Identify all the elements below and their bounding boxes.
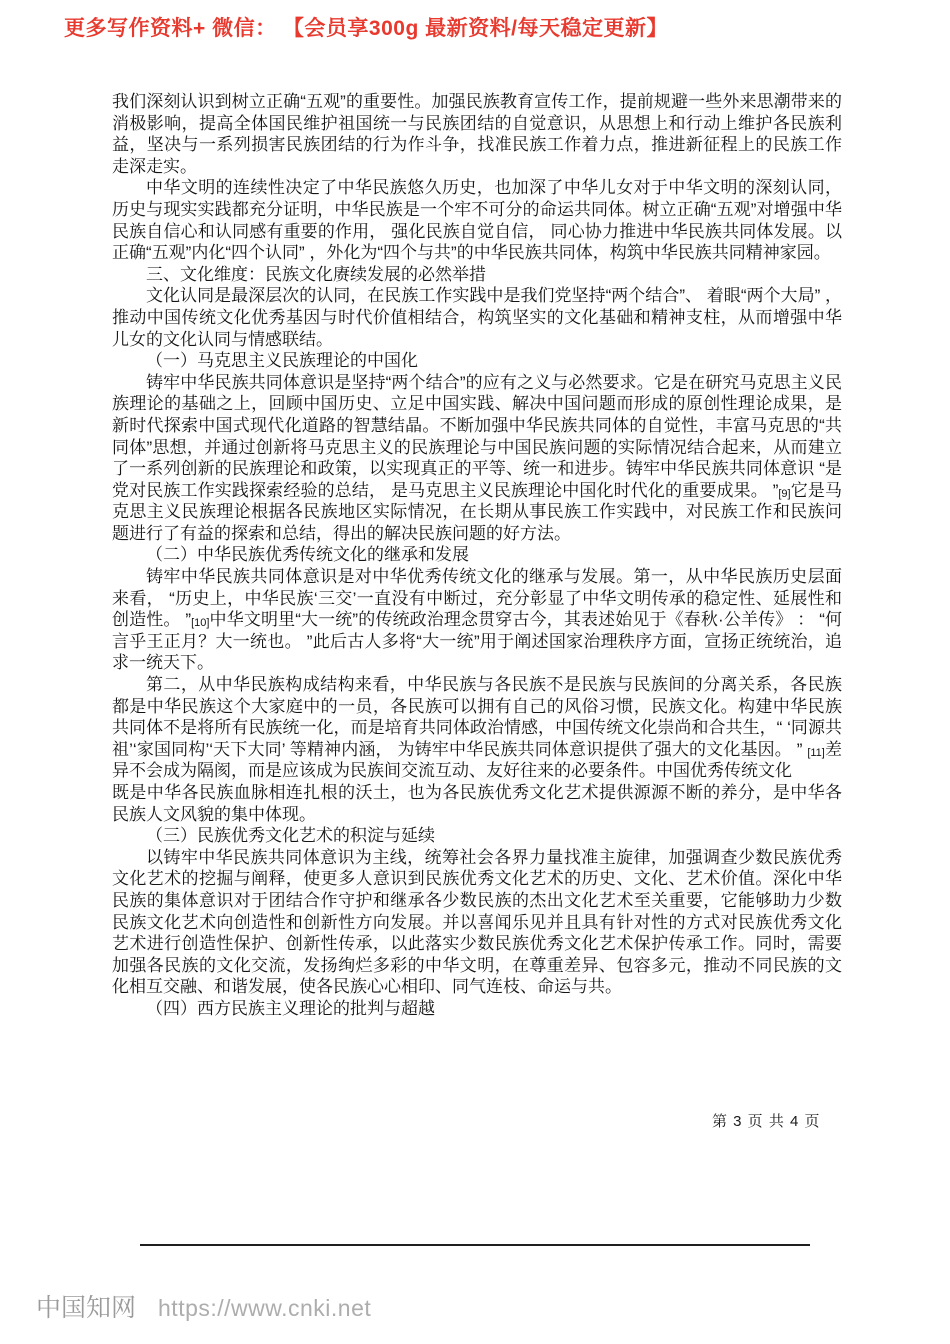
section-heading: 三、文化维度：民族文化赓续发展的必然举措 [146, 264, 486, 284]
citation-marker: [10] [191, 617, 210, 630]
section-heading: （三）民族优秀文化艺术的积淀与延续 [146, 826, 435, 846]
paragraph: 我们深刻认识到树立正确“五观”的重要性。加强民族教育宣传工作，提前规避一些外来思潮带来的消极影响，提高全体国民维护祖国统一与民族团结的自觉意识，从思想上和行动上维护各民族利益，坚决与一系列损害民族团结的行为作斗争，找准民族工作着力点，推进新征程上的民族工作走深走实。 [112, 92, 842, 176]
watermark-brand: 中国知网 [36, 1294, 137, 1322]
citation-marker: [11] [807, 746, 825, 759]
section-heading: （二）中华民族优秀传统文化的继承和发展 [146, 545, 469, 565]
watermark [36, 1288, 371, 1324]
paragraph: 第二，从中华民族构成结构来看，中华民族与各民族不是民族与民族间的分离关系，各民族都是中华民族这个大家庭中的一员，各民族可以拥有自己的风俗习惯，民族文化。构建中华民族共同体不是将所有民族统一化，而是培育共同体政治情感，中国传统文化崇尚和合共生，“ ‘同源共祖’‘家国同构’‘天下大同’ 等精神内涵， 为铸牢中华民族共同体意识提供了强大的文化基因。 ” [11]差异不会成为隔阂，而是应该成为民族间交流互动、友好往来的必要条件。中国优秀传统文化 既是中华各民族血脉相连扎根的沃土，也为各民族优秀文化艺术提供源源不断的养分，是中华各民族人文风貌的集中体现。 [112, 675, 843, 824]
watermark-url: https://www.cnki.net [158, 1295, 372, 1321]
citation-marker: [9] [778, 487, 791, 500]
paragraph: 铸牢中华民族共同体意识是坚持“两个结合”的应有之义与必然要求。它是在研究马克思主义民族理论的基础之上，回顾中国历史、立足中国实践、解决中国问题而形成的原创性理论成果，是新时代探索中国式现代化道路的智慧结晶。不断加强中华民族共同体的自觉性，丰富马克思的“共同体”思想，并通过创新将马克思主义的民族理论与中国民族问题的实际情况结合起来，从而建立了一系列创新的民族理论和政策，以实现真正的平等、统一和进步。铸牢中华民族共同体意识 “是党对民族工作实践探索经验的总结， 是马克思主义民族理论中国化时代化的重要成果。 ”[9]它是马克思主义民族理论根据各民族地区实际情况，在长期从事民族工作实践中，对民族工作和民族问题进行了有益的探索和总结，得出的解决民族问题的好方法。 [112, 372, 843, 543]
document-body [112, 91, 842, 1020]
paragraph: 中华文明的连续性决定了中华民族悠久历史，也加深了中华儿女对于中华文明的深刻认同，历史与现实实践都充分证明，中华民族是一个牢不可分的命运共同体。树立正确“五观”对增强中华民族自信心和认同感有重要的作用， 强化民族自觉自信， 同心协力推进中华民族共同体发展。以正确“五观”内化“四个认同” ，外化为“四个与共”的中华民族共同体，构筑中华民族共同精神家园。 [112, 178, 842, 263]
section-heading: （四）西方民族主义理论的批判与超越 [146, 998, 435, 1018]
page-number-label: 第 3 页 共 4 页 [712, 1113, 821, 1130]
paragraph: 以铸牢中华民族共同体意识为主线，统筹社会各界力量找准主旋律，加强调查少数民族优秀文化艺术的挖掘与阐释，使更多人意识到民族优秀文化艺术的历史、文化、艺术价值。深化中华民族的集体意识对于团结合作守护和继承各少数民族的杰出文化艺术至关重要，它能够助力少数民族文化艺术向创造性和创新性方向发展。并以喜闻乐见并且具有针对性的方式对民族优秀文化艺术进行创造性保护、创新性传承，以此落实少数民族优秀文化艺术保护传承工作。同时，需要加强各民族的文化交流，发扬绚烂多彩的中华文明，在尊重差异、包容多元，推动不同民族的文化相互交融、和谐发展，使各民族心心相印、同气连枝、命运与共。 [112, 847, 842, 997]
paragraph: 文化认同是最深层次的认同，在民族工作实践中是我们党坚持“两个结合”、 着眼“两个大局” ，推动中国传统文化优秀基因与时代价值相结合，构筑坚实的文化基础和精神支柱，从而增强中华儿女的文化认同与情感联结。 [112, 286, 842, 349]
promo-banner: 更多写作资料+ 微信： 【会员享300g 最新资料/每天稳定更新】 [64, 17, 668, 40]
paragraph: 铸牢中华民族共同体意识是对中华优秀传统文化的继承与发展。第一，从中华民族历史层面来看， “历史上，中华民族‘三交’一直没有中断过，充分彰显了中华文明传承的稳定性、延展性和创造性。 ”[10]中华文明里“大一统”的传统政治理念贯穿古今，其表述始见于《春秋·公羊传》 ： “何言乎王正月？大一统也。 ”此后古人多将“大一统”用于阐述国家治理秩序方面，宣扬正统统治，追求一统天下。 [112, 567, 842, 673]
footer-divider [140, 1244, 810, 1246]
section-heading: （一）马克思主义民族理论的中国化 [146, 351, 418, 371]
